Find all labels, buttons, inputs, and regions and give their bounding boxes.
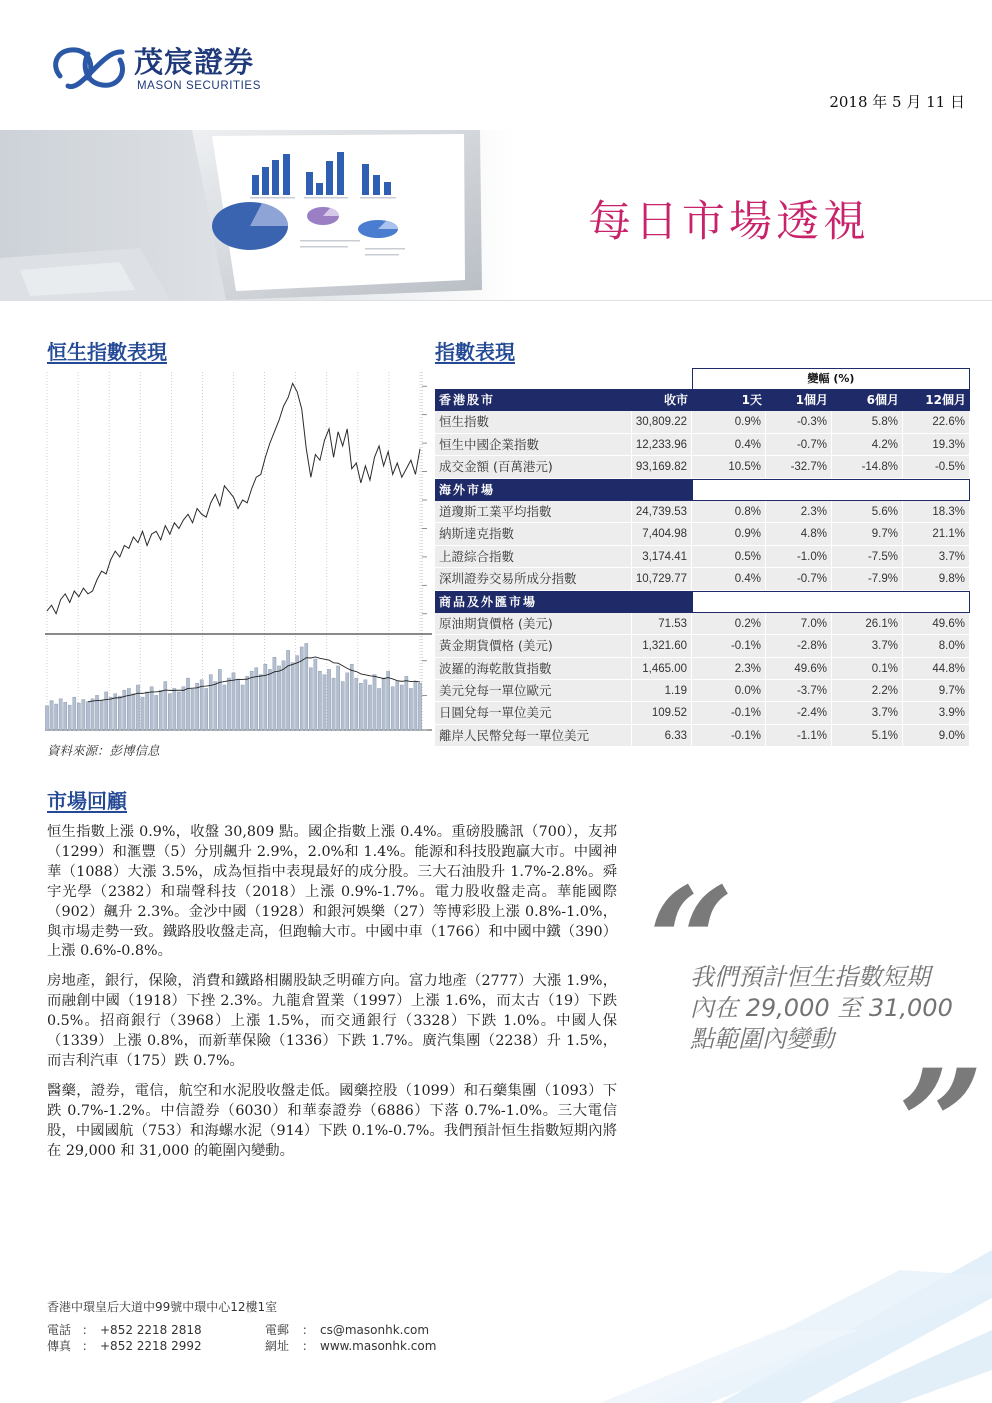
volume-bar	[396, 682, 399, 730]
close-quote-mark: ”	[898, 1037, 985, 1213]
volume-bar	[391, 687, 394, 730]
market-review-text	[47, 823, 617, 1172]
index-name: 黃金期貨價格 (美元)	[435, 635, 632, 657]
volume-bar	[314, 659, 317, 730]
table-row	[435, 546, 970, 568]
volume-bar	[227, 678, 230, 730]
table-row	[435, 456, 970, 478]
table-row	[435, 523, 970, 545]
report-title: 每日市場透視	[588, 197, 870, 247]
volume-bar	[259, 675, 262, 730]
table-column-header: 1天	[741, 393, 762, 407]
volume-bar	[346, 673, 349, 730]
index-m6-value: 26.1%	[832, 613, 903, 635]
index-performance-table	[435, 389, 970, 747]
volume-bar	[77, 703, 80, 730]
volume-bar	[159, 690, 162, 730]
index-close-value: 93,169.82	[632, 456, 692, 478]
table-section-row	[435, 479, 970, 501]
volume-bar	[241, 685, 244, 730]
index-name: 恒生中國企業指數	[435, 434, 632, 456]
footer-separator: ：	[82, 1339, 95, 1353]
index-d1-value: 0.4%	[692, 434, 766, 456]
table-group-title: 商品及外匯市場	[435, 591, 692, 613]
volume-bar	[155, 695, 158, 730]
index-name: 波羅的海乾散貨指數	[435, 658, 632, 680]
volume-bar	[191, 689, 194, 730]
footer-separator: ：	[302, 1339, 315, 1353]
index-m12-value: 9.0%	[903, 725, 970, 747]
volume-bar	[168, 694, 171, 730]
volume-bar	[291, 663, 294, 731]
table-column-header: 12個月	[925, 393, 966, 407]
review-paragraph: 醫藥，證券，電信，航空和水泥股收盤走低。國藥控股（1099）和石藥集團（1093）下跌 0.7%-1.2%。中信證券（6030）和華泰證券（6886）下落 0.7%-1.0%。三大電信股，中國國航（753）和海螺水泥（914）下跌 0.1%-0.7%。我們預計恒生指數短期內將在 29,000 和 31,000 的範圍內變動。	[47, 1082, 617, 1159]
volume-bar	[286, 650, 289, 730]
index-d1-value: -0.1%	[692, 635, 766, 657]
table-row	[435, 635, 970, 657]
volume-bar	[296, 656, 299, 730]
volume-bar	[273, 657, 276, 730]
volume-bar	[50, 701, 53, 730]
index-d1-value: 0.9%	[692, 411, 766, 433]
index-m12-value: 9.7%	[903, 680, 970, 702]
background-ribbon-decoration	[600, 1180, 992, 1403]
volume-bar	[400, 685, 403, 730]
index-m12-value: 44.8%	[903, 658, 970, 680]
volume-bar	[164, 682, 167, 730]
volume-bar	[327, 669, 330, 730]
index-table-heading: 指數表現	[435, 340, 515, 364]
index-name: 納斯達克指數	[435, 523, 632, 545]
volume-bar	[73, 697, 76, 730]
index-name: 成交金額 (百萬港元)	[435, 456, 632, 478]
index-name: 美元兌每一單位歐元	[435, 680, 632, 702]
index-m6-value: 2.2%	[832, 680, 903, 702]
index-d1-value: -0.1%	[692, 725, 766, 747]
change-percent-header: 變幅 (%)	[692, 368, 970, 389]
index-d1-value: 0.0%	[692, 680, 766, 702]
index-m12-value: 18.3%	[903, 501, 970, 523]
logo-name-zh: 茂宸證券	[134, 45, 255, 79]
volume-bar	[127, 688, 130, 730]
table-section-blank	[692, 479, 970, 501]
table-row	[435, 702, 970, 724]
index-m1-value: 7.0%	[766, 613, 832, 635]
volume-bar	[64, 702, 67, 730]
volume-bar	[114, 694, 117, 730]
index-d1-value: 0.5%	[692, 546, 766, 568]
volume-bar	[100, 701, 103, 730]
volume-bar	[387, 671, 390, 730]
index-m6-value: 3.7%	[832, 635, 903, 657]
volume-bar	[177, 692, 180, 730]
footer-separator: ：	[82, 1323, 95, 1337]
table-row	[435, 434, 970, 456]
table-row	[435, 613, 970, 635]
index-m1-value: -0.3%	[766, 411, 832, 433]
volume-bar	[59, 699, 62, 730]
volume-bar	[68, 705, 71, 730]
volume-bar	[268, 669, 271, 730]
index-close-value: 12,233.96	[632, 434, 692, 456]
index-m6-value: -7.9%	[832, 568, 903, 590]
volume-bar	[300, 647, 303, 730]
volume-bar	[200, 680, 203, 730]
index-m6-value: 5.8%	[832, 411, 903, 433]
table-column-header: 1個月	[795, 393, 828, 407]
volume-bar	[318, 671, 321, 730]
volume-bar	[118, 696, 121, 730]
index-m6-value: 0.1%	[832, 658, 903, 680]
index-close-value: 6.33	[632, 725, 692, 747]
index-close-value: 71.53	[632, 613, 692, 635]
table-row	[435, 411, 970, 433]
table-row	[435, 568, 970, 590]
index-close-value: 10,729.77	[632, 568, 692, 590]
volume-bar	[373, 675, 376, 730]
index-m1-value: -32.7%	[766, 456, 832, 478]
index-name: 道瓊斯工業平均指數	[435, 501, 632, 523]
volume-bar	[377, 688, 380, 730]
volume-bar	[332, 678, 335, 730]
volume-bar	[382, 678, 385, 730]
review-paragraph: 房地產，銀行，保險，消費和鐵路相關股缺乏明確方向。富力地產（2777）大漲 1.9%，而融創中國（1918）下挫 2.3%。九龍倉置業（1997）上漲 1.6%，而太古（19）下跌 0.5%。招商銀行（3968）上漲 1.5%，而交通銀行（3328）下跌 1.0%。中國人保（1339）上漲 0.8%，而新華保險（1336）下跌 1.7%。廣汽集團（2238）升 1.5%，而吉利汽車（175）跌 0.7%。	[47, 973, 617, 1069]
index-d1-value: 0.4%	[692, 568, 766, 590]
index-m12-value: 22.6%	[903, 411, 970, 433]
index-m6-value: 9.7%	[832, 523, 903, 545]
review-paragraph: 恒生指數上漲 0.9%，收盤 30,809 點。國企指數上漲 0.4%。重磅股騰訊（700），友邦（1299）和滙豐（5）分別飆升 2.9%，2.0%和 1.4%。能源和科技股跑贏大市。中國神華（1088）大漲 3.5%，成為恒指中表現最好的成分股。三大石油股升 1.7%-2.8%。舜宇光學（2382）和瑞聲科技（2018）上漲 0.9%-1.7%。電力股收盤走高。華能國際（902）飆升 2.3%。金沙中國（1928）和銀河娛樂（27）等博彩股上漲 0.8%-1.0%，與市場走勢一致。鐵路股收盤走高，但跑輸大市。中國中車（1766）和中國中鐵（390）上漲 0.6%-0.8%。	[47, 824, 617, 960]
index-name: 日圓兌每一單位美元	[435, 702, 632, 724]
volume-bar	[323, 675, 326, 730]
table-column-header: 收市	[663, 393, 688, 407]
index-m1-value: -0.7%	[766, 434, 832, 456]
table-row	[435, 680, 970, 702]
index-d1-value: -0.1%	[692, 702, 766, 724]
index-m6-value: -7.5%	[832, 546, 903, 568]
volume-bar	[132, 694, 135, 730]
index-name: 上證綜合指數	[435, 546, 632, 568]
index-close-value: 1,465.00	[632, 658, 692, 680]
footer-website[interactable]: www.masonhk.com	[320, 1339, 437, 1353]
table-column-header: 6個月	[866, 393, 899, 407]
table-section-blank	[692, 591, 970, 613]
index-m6-value: 5.1%	[832, 725, 903, 747]
index-d1-value: 0.8%	[692, 501, 766, 523]
index-name: 原油期貨價格 (美元)	[435, 613, 632, 635]
index-name: 深圳證券交易所成分指數	[435, 568, 632, 590]
volume-bar	[182, 687, 185, 730]
volume-bar	[277, 666, 280, 730]
index-m12-value: 8.0%	[903, 635, 970, 657]
table-header-row	[435, 389, 970, 411]
pull-quote-line: 點範圍內變動	[690, 1025, 834, 1053]
mason-logo-icon	[48, 42, 130, 94]
footer-web-label: 網址	[265, 1339, 290, 1353]
volume-bar	[355, 678, 358, 730]
volume-bar	[236, 680, 239, 730]
volume-bar	[214, 682, 217, 730]
table-row	[435, 658, 970, 680]
index-name: 恒生指數	[435, 411, 632, 433]
volume-bar	[218, 669, 221, 730]
index-m12-value: 9.8%	[903, 568, 970, 590]
hsi-chart-heading: 恒生指數表現	[47, 340, 167, 364]
volume-bar	[341, 682, 344, 730]
volume-bar	[109, 697, 112, 730]
index-m12-value: 3.9%	[903, 702, 970, 724]
index-close-value: 7,404.98	[632, 523, 692, 545]
index-d1-value: 10.5%	[692, 456, 766, 478]
volume-bar	[414, 682, 417, 730]
volume-bar	[86, 702, 89, 730]
footer-tel: +852 2218 2818	[100, 1323, 202, 1337]
volume-bar	[82, 700, 85, 730]
footer-fax-label: 傳真	[47, 1339, 72, 1353]
index-m1-value: -1.0%	[766, 546, 832, 568]
volume-bar	[105, 692, 108, 730]
volume-bar	[405, 676, 408, 730]
chart-source-note: 資料來源：彭博信息	[47, 743, 160, 758]
table-row	[435, 501, 970, 523]
open-quote-mark: “	[648, 855, 735, 1031]
volume-bar	[196, 683, 199, 730]
footer-email-label: 電郵	[265, 1323, 290, 1337]
index-m12-value: 21.1%	[903, 523, 970, 545]
footer-email[interactable]: cs@masonhk.com	[320, 1323, 430, 1337]
volume-bar	[141, 697, 144, 730]
volume-bar	[205, 688, 208, 730]
index-close-value: 24,739.53	[632, 501, 692, 523]
volume-bar	[186, 678, 189, 730]
index-m12-value: 19.3%	[903, 434, 970, 456]
index-close-value: 1.19	[632, 680, 692, 702]
index-d1-value: 0.9%	[692, 523, 766, 545]
volume-bar	[136, 685, 139, 730]
volume-bar	[55, 704, 58, 730]
index-m6-value: 5.6%	[832, 501, 903, 523]
volume-bar	[173, 688, 176, 730]
market-review-heading: 市場回顧	[47, 789, 127, 813]
index-close-value: 1,321.60	[632, 635, 692, 657]
index-d1-value: 2.3%	[692, 658, 766, 680]
volume-bar	[409, 688, 412, 730]
volume-bar	[250, 671, 253, 730]
index-m1-value: -2.4%	[766, 702, 832, 724]
index-d1-value: 0.2%	[692, 613, 766, 635]
volume-bar	[282, 661, 285, 730]
volume-bar	[359, 683, 362, 730]
footer-tel-label: 電話	[47, 1323, 72, 1337]
volume-bar	[337, 666, 340, 730]
pull-quote-line: 我們預計恒生指數短期	[690, 963, 930, 991]
footer-separator: ：	[302, 1323, 315, 1337]
volume-bar	[309, 668, 312, 730]
index-m6-value: 4.2%	[832, 434, 903, 456]
volume-bar	[232, 673, 235, 730]
index-m1-value: -3.7%	[766, 680, 832, 702]
index-name: 離岸人民幣兌每一單位美元	[435, 725, 632, 747]
volume-bar	[209, 675, 212, 730]
table-row	[435, 725, 970, 747]
index-m1-value: 2.3%	[766, 501, 832, 523]
volume-bar	[418, 683, 421, 730]
volume-bar	[364, 680, 367, 730]
volume-bar	[368, 685, 371, 730]
index-close-value: 30,809.22	[632, 411, 692, 433]
volume-bar	[350, 664, 353, 730]
index-m1-value: -0.7%	[766, 568, 832, 590]
table-group-title: 香港股市	[439, 393, 496, 407]
index-m12-value: -0.5%	[903, 456, 970, 478]
volume-bar	[264, 664, 267, 730]
index-m12-value: 49.6%	[903, 613, 970, 635]
footer-address: 香港中環皇后大道中99號中環中心12樓1室	[47, 1300, 278, 1314]
index-m6-value: 3.7%	[832, 702, 903, 724]
index-m12-value: 3.7%	[903, 546, 970, 568]
index-m1-value: 49.6%	[766, 658, 832, 680]
index-m1-value: -1.1%	[766, 725, 832, 747]
footer-fax: +852 2218 2992	[100, 1339, 202, 1353]
table-group-title: 海外市場	[435, 479, 692, 501]
table-section-row	[435, 591, 970, 613]
pull-quote-line: 內在 29,000 至 31,000	[690, 994, 953, 1022]
volume-bar	[45, 706, 48, 730]
volume-bar	[91, 699, 94, 730]
volume-bar	[145, 692, 148, 730]
logo-name-en: MASON SECURITIES	[137, 80, 261, 92]
volume-bar	[246, 676, 249, 730]
hsi-chart	[40, 368, 435, 740]
index-m6-value: -14.8%	[832, 456, 903, 478]
banner-divider	[0, 300, 992, 301]
volume-bar	[150, 687, 153, 730]
report-date: 2018 年 5 月 11 日	[829, 93, 965, 111]
index-m1-value: -2.8%	[766, 635, 832, 657]
index-close-value: 109.52	[632, 702, 692, 724]
index-close-value: 3,174.41	[632, 546, 692, 568]
volume-bar	[305, 643, 308, 730]
index-m1-value: 4.8%	[766, 523, 832, 545]
volume-bar	[223, 685, 226, 730]
